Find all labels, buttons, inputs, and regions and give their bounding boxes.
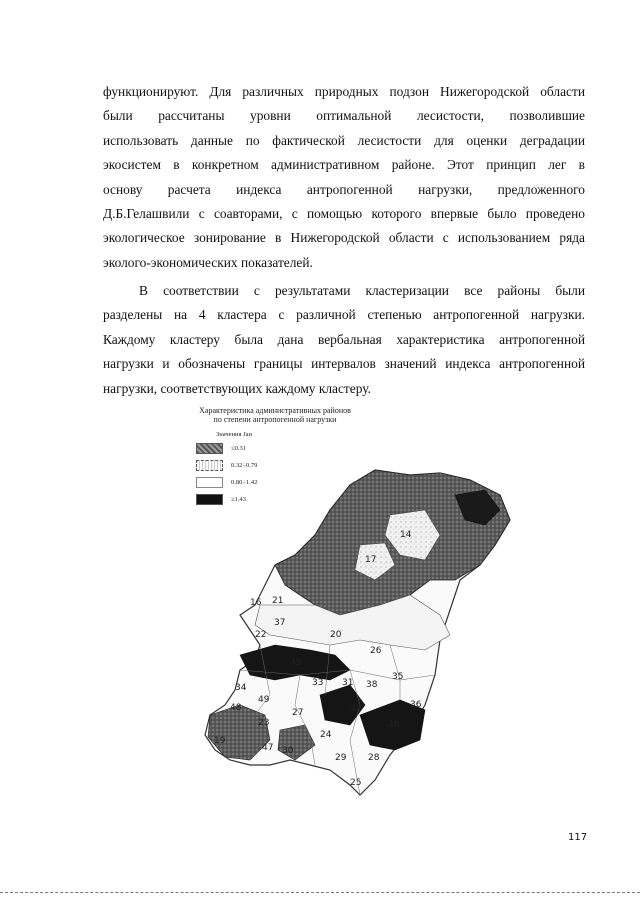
text-line: Каждому кластеру была дана вербальная характеристика антропогенной <box>103 331 585 347</box>
paragraph-1 <box>103 80 585 275</box>
district-label: 30 <box>282 746 294 756</box>
text-line: были рассчитаны уровни оптимальной лесистости, позволившие <box>103 108 585 124</box>
bottom-rule <box>0 892 640 893</box>
district-label: 35 <box>392 672 404 682</box>
district-label: 46 <box>388 720 400 730</box>
district-label: 29 <box>335 753 347 763</box>
text-line: нагрузки и обозначены границы интервалов значений индекса антропогенной <box>103 356 585 372</box>
paragraph-2 <box>103 279 585 401</box>
district-label: 34 <box>235 683 247 693</box>
legend-label: ≤0.31 <box>231 444 246 452</box>
district-label: 16 <box>250 598 262 608</box>
district-label: 37 <box>274 618 286 628</box>
text-line: экологическое зонирование в Нижегородской области с использованием ряда <box>103 230 585 246</box>
text-line: использовать данные по фактической лесистости для оценки деградации <box>103 132 585 148</box>
district-label: 45 <box>290 658 302 668</box>
district-map <box>200 465 520 810</box>
legend-label: ≥1.43 <box>231 495 246 503</box>
district-label: 33 <box>312 678 324 688</box>
figure-title <box>175 406 375 424</box>
page-number: 117 <box>568 832 588 843</box>
district-label: 24 <box>320 730 332 740</box>
district-label: 20 <box>330 630 342 640</box>
text-line: экосистем в конкретном административном районе. Этот принцип лег в <box>103 157 585 173</box>
district-label: 17 <box>365 555 377 565</box>
text-line: основу расчета индекса антропогенной нагрузки, предложенного <box>103 181 585 197</box>
figure-title-line-2: по степени антропогенной нагрузки <box>213 415 337 424</box>
district-label: 28 <box>368 753 380 763</box>
district-label: 22 <box>255 630 267 640</box>
legend-label: 0.80÷1.42 <box>231 478 258 486</box>
figure-title-line-1: Характеристика административных районов <box>199 406 351 415</box>
legend-item <box>196 441 257 455</box>
text-line: нагрузки, соответствующих каждому кластеру. <box>103 380 371 396</box>
legend-title: Значения Jан <box>216 431 252 438</box>
district-label: 32 <box>350 704 362 714</box>
text-line: В соответствии с результатами кластеризации все районы были <box>139 283 585 298</box>
legend-swatch <box>196 443 223 454</box>
district-label: 25 <box>350 778 362 788</box>
district-label: 21 <box>272 596 284 606</box>
legend-label: 0.32÷0.79 <box>231 461 258 469</box>
district-label: 47 <box>262 743 274 753</box>
district-label: 31 <box>342 678 354 688</box>
district-label: 23 <box>258 718 270 728</box>
district-label: 38 <box>366 680 378 690</box>
text-line: Д.Б.Гелашвили с соавторами, с помощью которого впервые было проведено <box>103 206 585 222</box>
district-label: 26 <box>370 646 382 656</box>
district-label: 48 <box>230 703 242 713</box>
text-line: эколого-экономических показателей. <box>103 254 313 270</box>
text-line: разделены на 4 кластера с различной степенью антропогенной нагрузки. <box>103 307 585 323</box>
district-label: 27 <box>292 708 304 718</box>
text-line: функционируют. Для различных природных подзон Нижегородской области <box>103 84 585 99</box>
district-label: 36 <box>410 700 422 710</box>
district-label: 19 <box>214 736 226 746</box>
district-label: 14 <box>400 530 412 540</box>
district-label: 49 <box>258 695 270 705</box>
